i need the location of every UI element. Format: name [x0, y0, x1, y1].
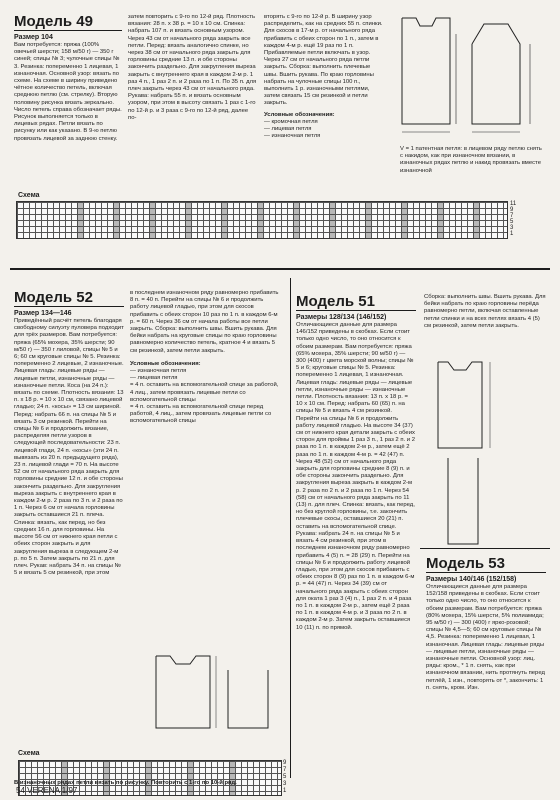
model52-column-1 [14, 290, 124, 577]
model53-column [426, 556, 546, 692]
model52-legend-3: = 4 п. оставить на вспомогательной спице перед работой, 4 лиц., затем провязать лицевые петли со вспомогательной спицы [130, 404, 272, 425]
model49-column-3 [264, 14, 384, 140]
model52-size: Размер 134—146 [14, 310, 72, 317]
chart-column [145, 761, 151, 795]
chart-column [293, 202, 299, 238]
model51-pattern-diagram [428, 358, 546, 548]
row-number: 3 [510, 225, 514, 231]
model49-text: Вам потребуется: пряжа (100% овечьей шерсти; 158 м/50 г) — 350 г синей; спицы № 3; чулочные спицы № 3. Резинка: попеременно 1 лицевая, 1 изнаночная. Основной узор: вязать по схеме. На схеме в ширину приведено чётное количество петель, включая среднюю петлю (см. стрелку). Вторую половину рисунка вязать зеркально. Число петель справа обозначает ряды. Рисунок выполняется только в лицевых рядах. Петли вязать по рисунку или как указано. В 9-ю петлю провязать лицевой за заднюю стенку. [14, 42, 122, 142]
page-footer: 54 VERENA 1/97 [16, 786, 78, 795]
model53-size: Размеры 140/146 (152/158) [426, 576, 517, 583]
row-number: 3 [283, 781, 287, 787]
column-divider [290, 278, 291, 778]
model49-legend-2: — изнаночная петля [264, 133, 321, 140]
chart-column [221, 202, 227, 238]
chart-column [185, 202, 191, 238]
model51-column-1 [296, 294, 416, 632]
model52-text2: в последнем изнаночном ряду равномерно прибавить 8 п. = 40 п. Перейти на спицы № 6 и продолжить работу лицевой гладью, при этом для скосов прибавить с обеих сторон 10 раз по 1 п. в каждом 6-м р. = 60 п. Через 36 см от начала работы все петли закрыть. Сборка: выполнить швы. Вшить рукава. Для бейки набрать на круговые спицы по краю горловины равномерно количество петель, кратное 4 и вязать 5 см резинкой, затем петли закрыть. [130, 290, 279, 354]
chart-column [103, 761, 109, 795]
section-divider [420, 548, 550, 549]
model49-text3: вторять с 9-го по 12-й р. В ширину узор распределить, как на средних 55 п. спинки. Для скосов в 17-м р. от начального ряда прибавить с обеих сторон по 1 п., затем в каждом 4-м р. ещё 19 раз по 1 п. Прибавляемые петли включать в узор. Через 27 см от начального ряда петли закрыть. Сборка: выполнить плечевые швы. Вшить рукава. По краю горловины набрать на чулочные спицы 100 п., выполнить 1 р. изнаночными петлями, затем связать 15 см резинкой и петли закрыть. [264, 14, 383, 107]
row-number: 7 [283, 767, 287, 773]
schema-top-chart [16, 201, 508, 239]
row-number: 5 [283, 774, 287, 780]
model49-note-block [400, 146, 544, 175]
chart-column [229, 761, 235, 795]
row-number: 9 [510, 207, 514, 213]
row-number: 9 [283, 760, 287, 766]
chart-column [187, 761, 193, 795]
row-number: 1 [510, 231, 514, 237]
chart-column [365, 202, 371, 238]
model52-schema-label: Схема [18, 750, 40, 757]
chart-column [149, 202, 155, 238]
chart-column [329, 202, 335, 238]
row-number: 5 [510, 219, 514, 225]
row-number: 1 [283, 788, 287, 794]
model49-legend-1: — лицевая петля [264, 126, 312, 133]
model52-legend-1: — лицевая петля [130, 375, 178, 382]
model51-text: Отличающиеся данные для размера 146/152 приведены в скобках. Если стоит только одно число, то оно относится к обоим размерам. Вам потребуется: пряжа (65% мохера, 35% шерсти; 90 м/50 г) — 300 (400) г цвета морской волны; спицы № 5 и 6; круговые спицы № 5. Резинка: попеременно 1 лицевая, 1 изнаночная. Лицевая гладь: лицевые ряды — лицевые петли, изнаночные ряды — изнаночные петли. Плотность вязания: 13 п. х 18 р. = 10 х 10 см. Перед: набрать 60 (65) п. на спицы № 5 и вязать 4 см резинкой. Перейти на спицы № 6 и продолжить работу лицевой гладью. На высоте 34 (37) см от нижнего края детали закрыть с обеих сторон для проймы 1 раз 3 п., 1 раз 2 п. и 2 раза по 1 п. в каждом 2-м р., затем ещё 2 раза по 1 п. в каждом 4-м р. = 42 (47) п. Через 48 (52) см от начального ряда закрыть для горловины средние 8 (9) п. и обе стороны закончить раздельно. Для закругления выреза закрыть в каждом 2-м р. 2 раза по 2 п. и 2 раза по 1 п. Через 54 (58) см от начального ряда закрыть по 11 (13) п. для плеч. Спинка: вязать, как перед, но без круглой горловины, т.е. закончить плечевые скосы, оставшиеся 20 (21) п. оставить на вспомогательной спице. Рукава: набрать 24 п. на спицы № 5 и вязать 4 см резинкой, при этом в последнем изнаночном ряду равномерно прибавить 4 (5) п. = 28 (29) п. Перейти на спицы № 6 и продолжить работу лицевой гладью, при этом для скосов прибавить с обеих сторон 8 (9) раз по 1 п. в каждом 6-м р. = 44 (47) п. Через 34 (39) см от начального ряда закрыть с обеих сторон для оката 1 раз 3 (4) п., 1 раз 2 п. и 4 раза по 1 п. в каждом 2-м р., затем ещё 2 раза по 1 п. в каждом 4-м р. и 3 раза по 2 п. в каждом 2-м р. Затем закрыть оставшиеся 10 (11) п. по прямой. [296, 322, 416, 631]
model49-title: Модель 49 [14, 14, 122, 31]
model51-text2: Сборка: выполнить швы. Вшить рукава. Для бейки набрать по краю горловины перёда равномерно петли, включая оставленные петли спинки и на всех петлях вязать 4 (5) см резинкой, затем петли закрыть. [424, 294, 546, 329]
model49-legend-title: Условные обозначения: [264, 111, 335, 118]
model51-column-2 [424, 294, 548, 330]
model52-text: Приведённый расчёт петель благодаря свободному силуэту пуловера подходит для трёх размеров. Вам потребуется: пряжа (65% мохера, 35% шерсти; 90 м/50 г) — 350 г лиловой, спицы № 5 и 6; 60 см круговые спицы № 5. Резинка: попеременно 2 лицевые, 2 изнаночные. Лицевая гладь: лицевые ряды — лицевые петли, изнаночные ряды — изнаночные петли. Коса (на 24 п.): вязать по схеме. Плотность вязания: 13 п. х 18 р. = 10 х 10 см, связано лицевой гладью; 24 п. «косы» = 13 см шириной. Перед: набрать 66 п. на спицы № 5 и вязать 3 см резинкой. Перейти на спицы № 6 и продолжить вязание, распределяя петли узоров в следующей последовательности: 23 п. лицевой глади, 24 п. «косы» (эти 24 п. вывязать из 20 п. предыдущего ряда), 23 п. лицевой глади = 70 п. На высоте 52 см от начального ряда закрыть для горловины средние 12 п. и обе стороны закончить раздельно. Для закругления выреза закрыть с внутреннего края в каждом 2-м р. 2 раза по 3 п. и 2 раза по 1 п. Через 6 см от начала горловины закрыть оставшиеся 21 п. плеча. Спинка: вязать, как перед, но без средних 16 п. для горловины. На высоте 56 см от нижнего края петли с обеих сторон закрыть и для закругления выреза в следующем 2-м р. по 5 п. Затем закрыть по 21 п. для плеч. Рукав: набрать 34 п. на спицы № 5 и вязать 5 см резинкой, при этом [14, 318, 124, 577]
section-divider [10, 268, 550, 270]
model49-text2: затем повторить с 9-го по 12-й ряд. Плотность вязания: 28 п. х 38 р. = 10 х 10 см. Спинка: набрать 107 п. и вязать основным узором. Через 43 см от начального ряда закрыть все петли. Перед: вязать аналогично спинке, но через 38 см от начального ряда закрыть для горловины средние 13 п. и обе стороны закончить раздельно. Для закругления выреза закрыть с внутреннего края в каждом 2-м р. 1 раз 4 п., 1 раз 2 п. и 2 раза по 1 п. По 35 п. для плеч закрыть через 43 см от начального ряда. Рукава: набрать 55 п. и вязать основным узором, при этом в высоту связать 1 раз с 1-го по 12-й р. и 3 раза с 9-го по 12-й ряд, далее по- [128, 14, 257, 121]
model52-legend-title: Условные обозначения: [130, 360, 201, 367]
row-number: 7 [510, 213, 514, 219]
model49-size: Размер 104 [14, 34, 53, 41]
model51-title: Модель 51 [296, 294, 416, 311]
chart-column [77, 202, 83, 238]
chart-column [257, 202, 263, 238]
model52-schema-note: В изнаночных рядах петли вязать по рисунку. Повторить с 1-го по 10-й ряд. [14, 780, 237, 786]
model53-text: Отличающиеся данные для размера 152/158 приведены в скобках. Если стоит только одно число, то оно относится к обоим размерам. Вам потребуется: пряжа (80% мохера, 15% шерсти, 5% полиамида; 95 м/50 г) — 300 (400) г ярко-розовой; спицы № 4,5—5; 60 см круговые спицы № 4,5. Резинка: попеременно 1 лицевая, 1 изнаночная. Лицевая гладь: лицевые ряды — лицевые петли, изнаночные ряды — изнаночные петли. Основной узор: лиц. ряды: кром., * 1 п. снять, как при изнаночном вязании, нить протянуть перед петлёй, 1 изн., повторять от *, закончить: 1 п. снять, кром. Изн. [426, 584, 545, 691]
model53-title: Модель 53 [426, 556, 546, 573]
model49-column-2 [128, 14, 258, 122]
model52-column-2 [130, 290, 282, 426]
chart-column [401, 202, 407, 238]
model49-pattern-diagram [392, 14, 542, 146]
model49-note: V = 1 патентная петля: в лицевом ряду петлю снять с накидом, как при изнаночном вязании, в изнаночных рядах петлю и накид провязать вместе изнаночной [400, 146, 542, 174]
row-number: 11 [510, 201, 517, 207]
schema-top-label: Схема [18, 192, 40, 199]
model49-column-1 [14, 14, 122, 143]
chart-column [113, 202, 119, 238]
model52-legend-0: — изнаночная петля [130, 368, 187, 375]
model49-legend-0: — кромочная петля [264, 118, 318, 125]
model51-size: Размеры 128/134 (146/152) [296, 314, 387, 321]
chart-column [437, 202, 443, 238]
chart-column [473, 202, 479, 238]
model52-pattern-diagram [150, 650, 280, 732]
model52-title: Модель 52 [14, 290, 124, 307]
model52-legend-2: = 4 п. оставить на вспомогательной спице за работой, 4 лиц., затем провязать лицевые петли со вспомогательной спицы [130, 382, 279, 403]
